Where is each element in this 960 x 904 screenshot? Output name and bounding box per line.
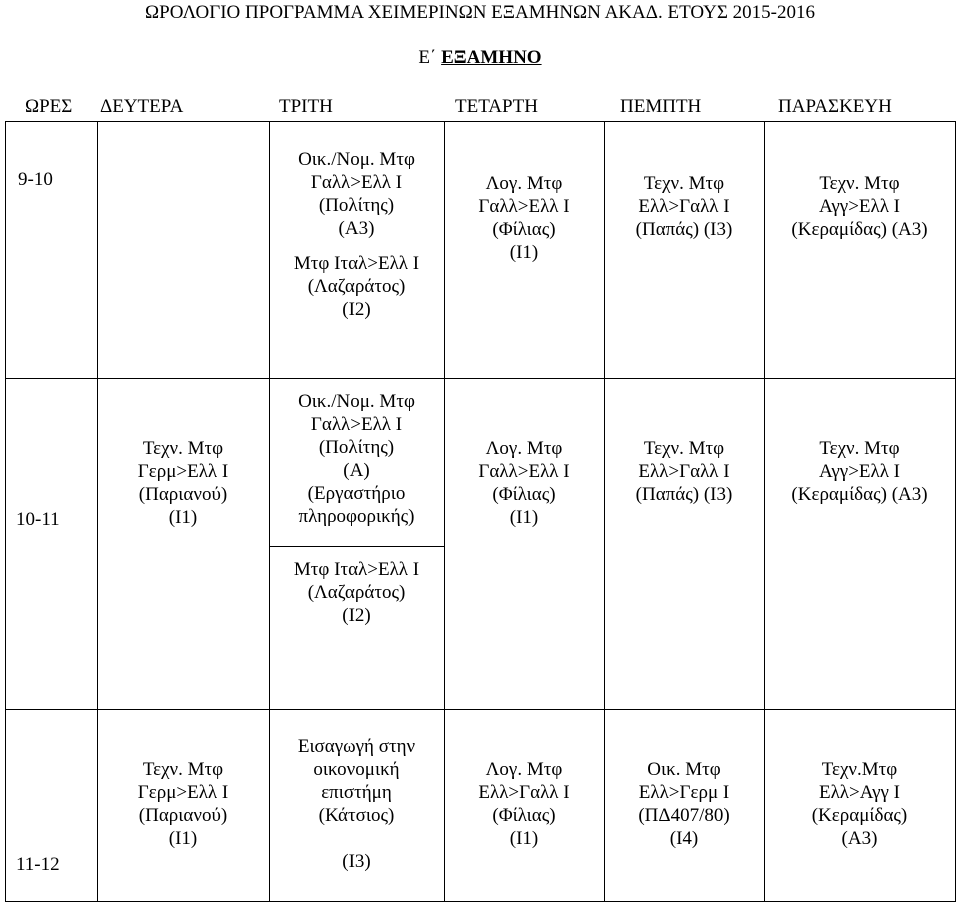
grid-line (5, 121, 956, 122)
grid-line (5, 121, 6, 902)
course-cell: Οικ./Νομ. Μτφ Γαλλ>Ελλ Ι (Πολίτης) (Α3) (298, 149, 415, 239)
course-cell: Μτφ Ιταλ>Ελλ Ι (Λαζαράτος) (Ι2) (293, 253, 420, 320)
course-cell: Λογ. Μτφ Ελλ>Γαλλ Ι (Φίλιας) (Ι1) (478, 759, 570, 849)
course-cell: Τεχν. Μτφ Αγγ>Ελλ Ι (Κεραμίδας) (Α3) (791, 173, 928, 240)
course-cell: Λογ. Μτφ Γαλλ>Ελλ Ι (Φίλιας) (Ι1) (478, 173, 570, 263)
grid-line (955, 121, 956, 902)
course-cell: Οικ. Μτφ Ελλ>Γερμ Ι (ΠΔ407/80) (Ι4) (638, 759, 730, 849)
semester-label: ΕΞΑΜΗΝΟ (441, 47, 542, 68)
header-thursday: ΠΕΜΠΤΗ (620, 96, 702, 117)
course-cell: Τεχν.Μτφ Ελλ>Αγγ Ι (Κεραμίδας) (Α3) (811, 759, 908, 849)
course-cell: Τεχν. Μτφ Γερμ>Ελλ Ι (Παριανού) (Ι1) (137, 759, 229, 849)
header-friday: ΠΑΡΑΣΚΕΥΗ (778, 96, 892, 117)
semester-prefix: Ε΄ (418, 47, 437, 68)
header-wednesday: ΤΕΤΑΡΤΗ (455, 96, 538, 117)
table-header (0, 94, 960, 120)
header-monday: ΔΕΥΤΕΡΑ (100, 96, 184, 117)
header-hours: ΩΡΕΣ (25, 96, 73, 117)
course-cell: Μτφ Ιταλ>Ελλ Ι (Λαζαράτος) (Ι2) (293, 559, 420, 626)
course-cell: Εισαγωγή στην οικονομική επιστήμη (Κάτσιος) (Ι3) (297, 736, 416, 872)
time-slot: 11-12 (16, 854, 60, 875)
course-cell: Τεχν. Μτφ Γερμ>Ελλ Ι (Παριανού) (Ι1) (137, 438, 229, 528)
grid-line (5, 709, 956, 710)
time-slot: 10-11 (16, 509, 60, 530)
course-cell: Τεχν. Μτφ Αγγ>Ελλ Ι (Κεραμίδας) (Α3) (791, 438, 928, 505)
header-tuesday: ΤΡΙΤΗ (279, 96, 333, 117)
grid-line (5, 378, 956, 379)
grid-line (269, 546, 444, 547)
course-cell: Λογ. Μτφ Γαλλ>Ελλ Ι (Φίλιας) (Ι1) (478, 438, 570, 528)
time-slot: 9-10 (18, 169, 53, 190)
course-cell: Τεχν. Μτφ Ελλ>Γαλλ Ι (Παπάς) (Ι3) (635, 438, 733, 505)
semester-title (0, 47, 960, 69)
course-cell: Οικ./Νομ. Μτφ Γαλλ>Ελλ Ι (Πολίτης) (Α) (Εργαστήριο πληροφορικής) (298, 391, 415, 527)
page-title: ΩΡΟΛΟΓΙΟ ΠΡΟΓΡΑΜΜΑ ΧΕΙΜΕΡΙΝΩΝ ΕΞΑΜΗΝΩΝ ΑΚΑΔ. ΕΤΟΥΣ 2015-2016 (145, 2, 815, 23)
course-cell: Τεχν. Μτφ Ελλ>Γαλλ Ι (Παπάς) (Ι3) (635, 173, 733, 240)
grid-line (5, 901, 956, 902)
